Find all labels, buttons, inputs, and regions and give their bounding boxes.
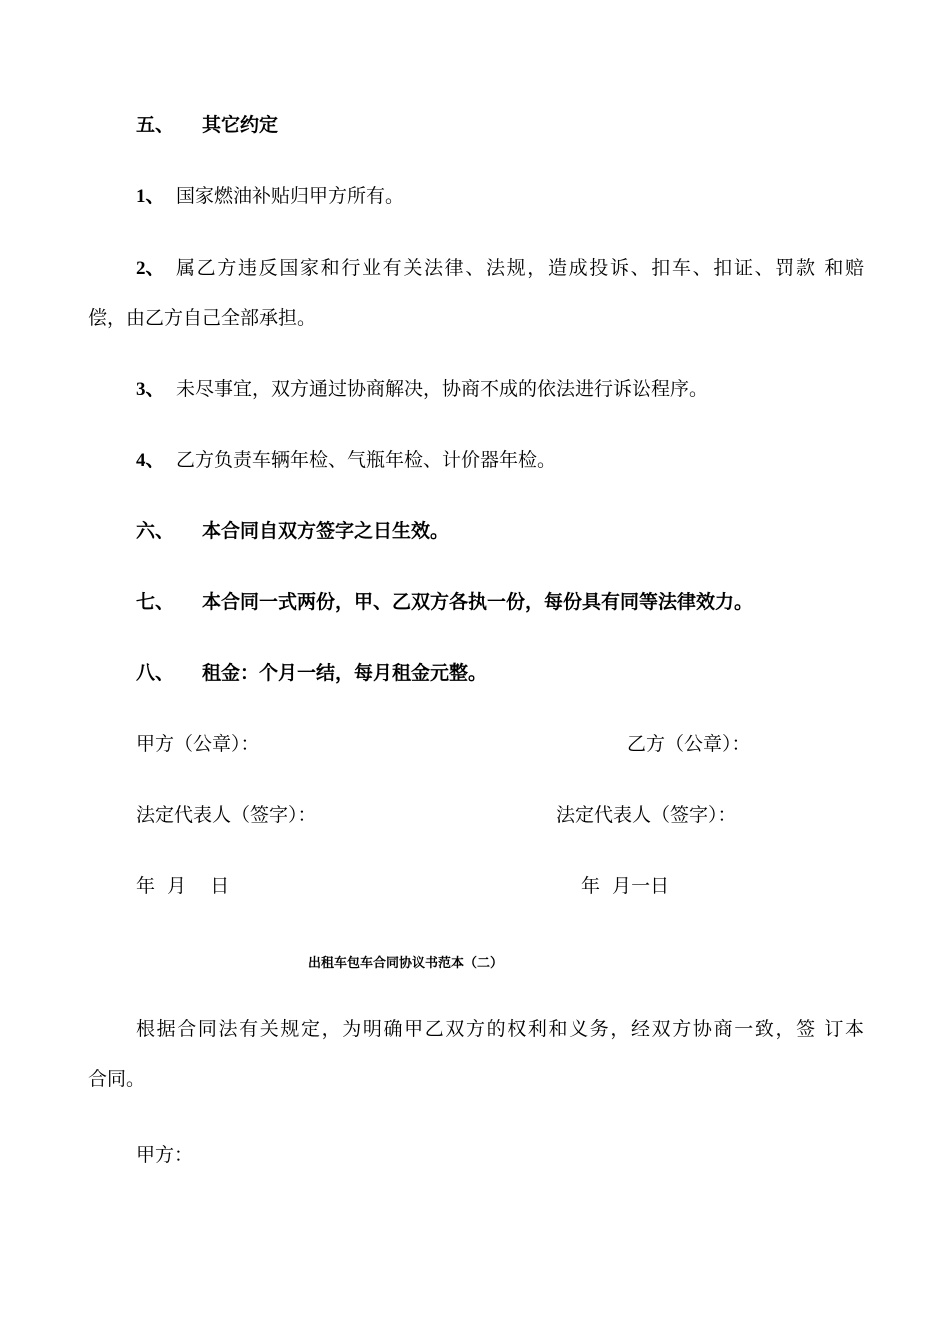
section-8-number: 八、 (136, 662, 175, 684)
section-7-text: 本合同一式两份，甲、乙双方各执一份，每份具有同等法律效力。 (202, 591, 754, 613)
item-1-number: 1、 (136, 186, 165, 207)
party-b-representative: 法定代表人（签字）： (556, 804, 737, 826)
item-4 (136, 448, 165, 473)
item-3-text: 未尽事宜，双方通过协商解决，协商不成的依法进行诉讼程序。 (176, 378, 709, 400)
party-a-representative: 法定代表人（签字）： (136, 804, 317, 826)
item-2-continuation: 偿，由乙方自己全部承担。 (88, 307, 317, 329)
party-b-date: 年 月一日 (581, 875, 670, 897)
section-8-text: 租金：个月一结，每月租金元整。 (202, 662, 488, 684)
item-1-text: 国家燃油补贴归甲方所有。 (176, 185, 405, 207)
section-6-text: 本合同自双方签字之日生效。 (202, 520, 450, 542)
party-b-seal: 乙方（公章）： (627, 733, 751, 755)
item-3 (136, 377, 165, 402)
party-a-seal: 甲方（公章）： (136, 733, 260, 755)
item-4-text: 乙方负责车辆年检、气瓶年检、计价器年检。 (176, 449, 557, 471)
item-2 (136, 256, 165, 281)
document-2-intro-continuation: 合同。 (88, 1068, 146, 1090)
document-2-intro: 根据合同法有关规定，为明确甲乙双方的权利和义务，经双方协商一致，签 订本 (136, 1018, 864, 1040)
section-5-title: 其它约定 (202, 114, 279, 136)
item-2-number: 2、 (136, 258, 165, 279)
party-a-date: 年 月 日 (136, 875, 230, 897)
section-5-number: 五、 (136, 114, 175, 136)
item-1 (136, 184, 165, 209)
item-2-text: 属乙方违反国家和行业有关法律、法规，造成投诉、扣车、扣证、罚款 和赔 (176, 257, 864, 279)
section-5-heading (136, 113, 174, 137)
item-4-number: 4、 (136, 450, 165, 471)
document-2-title: 出租车包车合同协议书范本（二） (308, 956, 504, 971)
section-7-number: 七、 (136, 591, 175, 613)
section-6-number: 六、 (136, 520, 175, 542)
document-2-party-a: 甲方： (136, 1144, 194, 1166)
item-3-number: 3、 (136, 379, 165, 400)
